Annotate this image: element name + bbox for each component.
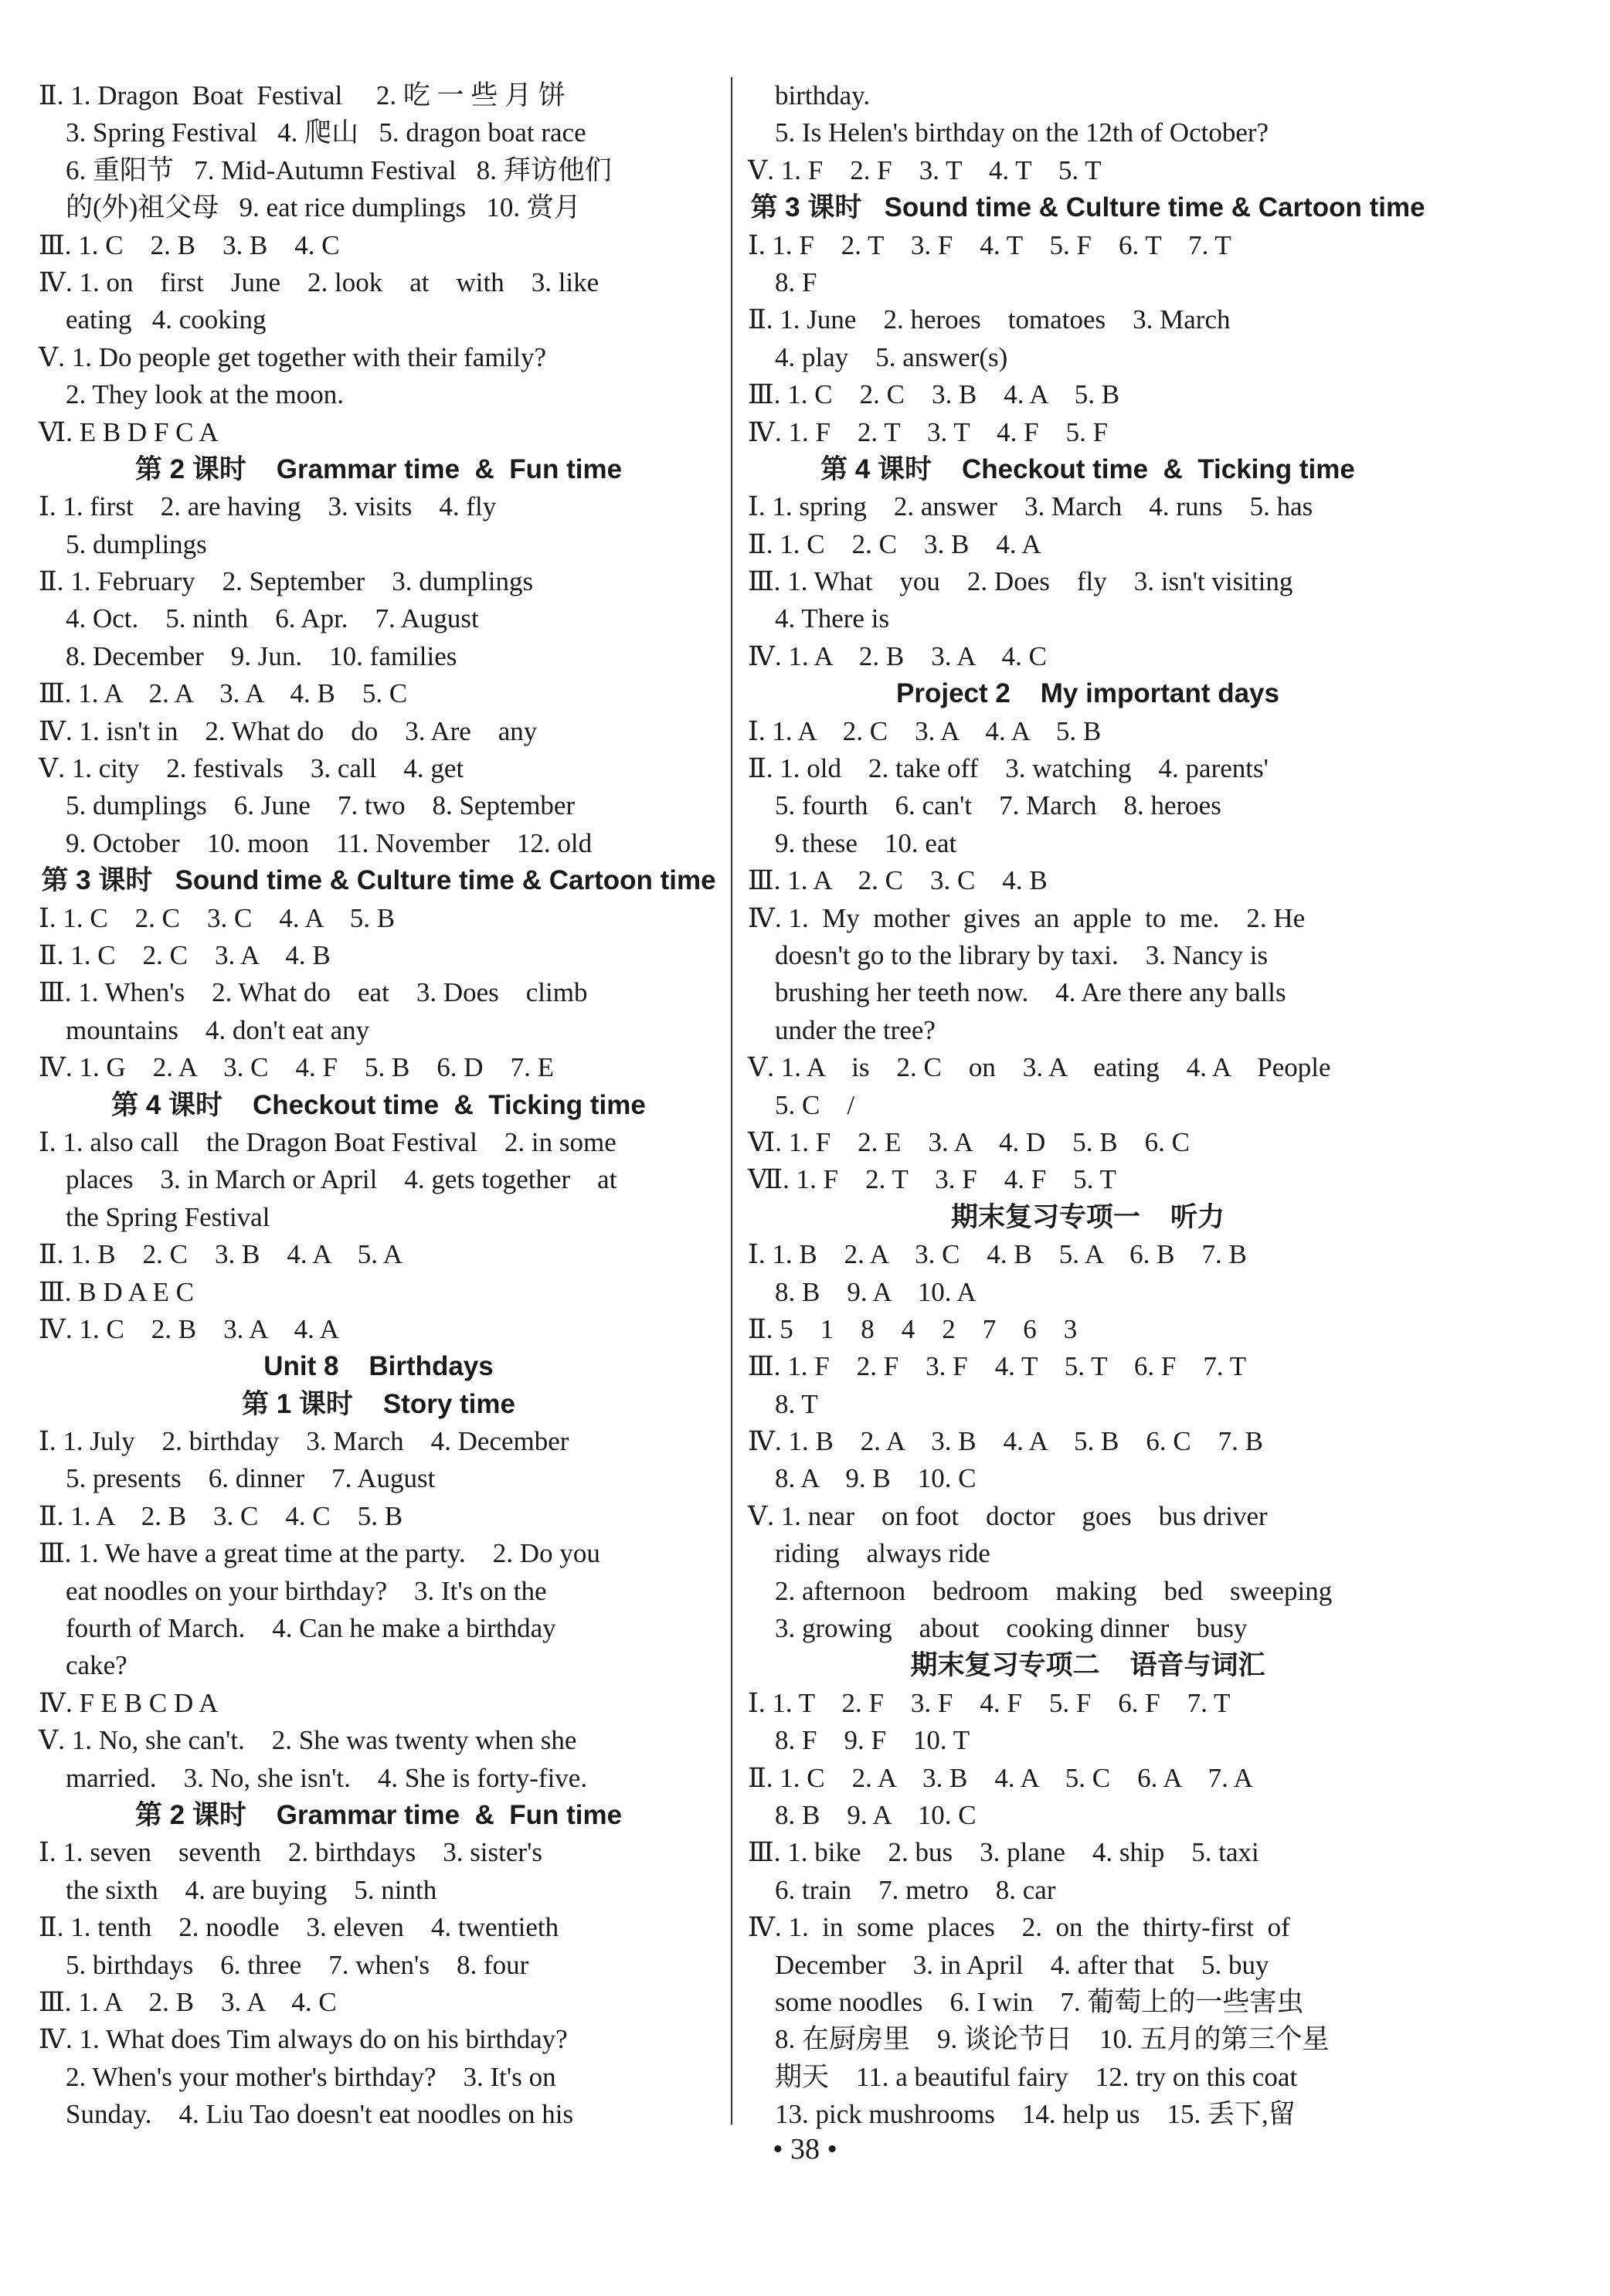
answer-line: Ⅳ. 1. What does Tim always do on his birthday?: [39, 2024, 568, 2055]
answer-line: Ⅳ. 1. My mother gives an apple to me. 2. He: [748, 902, 1306, 933]
answer-line: Ⅳ. 1. F 2. T 3. T 4. F 5. F: [748, 416, 1109, 447]
answer-line: 9. these 10. eat: [748, 827, 957, 858]
answer-line: Ⅰ. 1. July 2. birthday 3. March 4. December: [39, 1426, 569, 1457]
answer-line: eating 4. cooking: [39, 304, 267, 335]
answer-line: 2. afternoon bedroom making bed sweeping: [748, 1575, 1333, 1606]
answer-line: 4. play 5. answer(s): [748, 341, 1008, 372]
answer-line: 8. B 9. A 10. A: [748, 1276, 977, 1307]
right-answer-column: [748, 77, 1428, 2133]
answer-line: Ⅴ. 1. near on foot doctor goes bus driver: [748, 1500, 1268, 1531]
answer-line: 8. F: [748, 267, 817, 297]
answer-line: 13. pick mushrooms 14. help us 15. 丢下,留: [748, 2099, 1296, 2130]
answer-line: 5. birthdays 6. three 7. when's 8. four: [39, 1949, 529, 1980]
answer-line: places 3. in March or April 4. gets together at: [39, 1164, 617, 1195]
answer-line: Ⅱ. 1. C 2. C 3. B 4. A: [748, 528, 1041, 559]
answer-line: 3. Spring Festival 4. 爬山 5. dragon boat race: [39, 117, 586, 148]
answer-line: Ⅱ. 1. A 2. B 3. C 4. C 5. B: [39, 1500, 403, 1531]
section-heading: 第 2 课时 Grammar time & Fun time: [134, 1799, 623, 1830]
answer-line: brushing her teeth now. 4. Are there any balls: [748, 977, 1286, 1008]
section-heading: Project 2 My important days: [896, 678, 1279, 709]
answer-line: 2. When's your mother's birthday? 3. It's on: [39, 2061, 556, 2092]
answer-line: Ⅲ. 1. We have a great time at the party. 2. Do you: [39, 1538, 600, 1569]
section-heading: 第 1 课时 Story time: [242, 1388, 515, 1419]
answer-line: Ⅵ. 1. F 2. E 3. A 4. D 5. B 6. C: [748, 1126, 1190, 1157]
answer-line: Ⅲ. 1. bike 2. bus 3. plane 4. ship 5. taxi: [748, 1837, 1259, 1868]
answer-line: Ⅲ. 1. C 2. C 3. B 4. A 5. B: [748, 379, 1120, 410]
answer-line: 期天 11. a beautiful fairy 12. try on this coat: [748, 2061, 1298, 2092]
answer-line: 的(外)祖父母 9. eat rice dumplings 10. 赏月: [39, 192, 581, 223]
answer-line: 3. growing about cooking dinner busy: [748, 1613, 1248, 1644]
answer-line: Ⅰ. 1. C 2. C 3. C 4. A 5. B: [39, 902, 396, 933]
answer-line: 9. October 10. moon 11. November 12. old: [39, 827, 593, 858]
answer-line: Ⅲ. 1. What you 2. Does fly 3. isn't visiting: [748, 566, 1293, 597]
answer-line: under the tree?: [748, 1014, 936, 1045]
answer-line: 5. presents 6. dinner 7. August: [39, 1463, 436, 1494]
answer-line: 8. A 9. B 10. C: [748, 1463, 977, 1494]
answer-line: Ⅱ. 1. B 2. C 3. B 4. A 5. A: [39, 1239, 403, 1270]
answer-line: mountains 4. don't eat any: [39, 1014, 370, 1045]
answer-line: 6. train 7. metro 8. car: [748, 1874, 1056, 1905]
answer-line: 5. fourth 6. can't 7. March 8. heroes: [748, 790, 1221, 821]
answer-line: Ⅳ. 1. B 2. A 3. B 4. A 5. B 6. C 7. B: [748, 1426, 1264, 1457]
answer-line: Ⅳ. 1. A 2. B 3. A 4. C: [748, 640, 1047, 671]
answer-line: Ⅱ. 1. February 2. September 3. dumplings: [39, 566, 534, 597]
answer-line: Ⅰ. 1. seven seventh 2. birthdays 3. sister's: [39, 1837, 542, 1868]
answer-line: the sixth 4. are buying 5. ninth: [39, 1874, 437, 1905]
section-heading: 期末复习专项一 听力: [951, 1201, 1224, 1232]
answer-line: birthday.: [748, 80, 871, 110]
answer-line: Ⅱ. 1. June 2. heroes tomatoes 3. March: [748, 304, 1231, 335]
section-heading: 期末复习专项二 语音与词汇: [910, 1650, 1265, 1681]
answer-line: Ⅱ. 1. C 2. A 3. B 4. A 5. C 6. A 7. A: [748, 1762, 1253, 1793]
answer-line: 5. Is Helen's birthday on the 12th of October?: [748, 117, 1269, 148]
answer-line: doesn't go to the library by taxi. 3. Nancy is: [748, 939, 1269, 970]
answer-line: 8. T: [748, 1388, 818, 1419]
answer-line: 6. 重阳节 7. Mid-Autumn Festival 8. 拜访他们: [39, 155, 612, 185]
answer-line: Ⅲ. 1. A 2. A 3. A 4. B 5. C: [39, 678, 408, 709]
answer-line: riding always ride: [748, 1538, 990, 1569]
answer-line: 5. dumplings 6. June 7. two 8. September: [39, 790, 576, 821]
answer-line: Ⅱ. 1. C 2. C 3. A 4. B: [39, 939, 331, 970]
section-heading: 第 2 课时 Grammar time & Fun time: [134, 453, 623, 484]
answer-line: cake?: [39, 1650, 127, 1681]
answer-line: 8. December 9. Jun. 10. families: [39, 640, 457, 671]
answer-line: Ⅴ. 1. Do people get together with their family?: [39, 341, 547, 372]
answer-line: Sunday. 4. Liu Tao doesn't eat noodles on his: [39, 2099, 574, 2130]
answer-line: Ⅴ. 1. city 2. festivals 3. call 4. get: [39, 753, 464, 784]
answer-line: Ⅳ. 1. on first June 2. look at with 3. like: [39, 267, 600, 297]
answer-line: Ⅰ. 1. first 2. are having 3. visits 4. fly: [39, 491, 497, 522]
answer-line: Ⅳ. 1. isn't in 2. What do do 3. Are any: [39, 715, 538, 746]
answer-line: Ⅴ. 1. No, she can't. 2. She was twenty when she: [39, 1725, 577, 1756]
answer-line: the Spring Festival: [39, 1201, 270, 1232]
answer-line: 4. Oct. 5. ninth 6. Apr. 7. August: [39, 603, 479, 634]
answer-line: Ⅲ. B D A E C: [39, 1276, 195, 1307]
answer-line: Ⅰ. 1. B 2. A 3. C 4. B 5. A 6. B 7. B: [748, 1239, 1247, 1270]
answer-line: Ⅰ. 1. also call the Dragon Boat Festival 2. in some: [39, 1126, 616, 1157]
section-heading: 第 4 课时 Checkout time & Ticking time: [111, 1089, 646, 1120]
left-answer-column: [39, 77, 718, 2133]
answer-line: Ⅵ. E B D F C A: [39, 416, 219, 447]
answer-line: Ⅲ. 1. When's 2. What do eat 3. Does climb: [39, 977, 588, 1008]
section-heading: Unit 8 Birthdays: [263, 1351, 494, 1382]
answer-line: Ⅰ. 1. spring 2. answer 3. March 4. runs 5. has: [748, 491, 1313, 522]
answer-line: 8. F 9. F 10. T: [748, 1725, 970, 1756]
answer-line: Ⅳ. 1. C 2. B 3. A 4. A: [39, 1313, 339, 1344]
answer-line: 8. B 9. A 10. C: [748, 1799, 977, 1830]
column-divider: [731, 77, 732, 2124]
answer-line: Ⅰ. 1. F 2. T 3. F 4. T 5. F 6. T 7. T: [748, 229, 1231, 260]
answer-line: December 3. in April 4. after that 5. buy: [748, 1949, 1269, 1980]
answer-line: Ⅰ. 1. A 2. C 3. A 4. A 5. B: [748, 715, 1102, 746]
section-heading: 第 4 课时 Checkout time & Ticking time: [820, 453, 1355, 484]
answer-line: married. 3. No, she isn't. 4. She is forty-five.: [39, 1762, 588, 1793]
answer-line: Ⅴ. 1. F 2. F 3. T 4. T 5. T: [748, 155, 1102, 185]
answer-line: Ⅳ. F E B C D A: [39, 1687, 219, 1718]
answer-line: Ⅱ. 5 1 8 4 2 7 6 3: [748, 1313, 1078, 1344]
answer-line: Ⅱ. 1. tenth 2. noodle 3. eleven 4. twentieth: [39, 1912, 559, 1943]
answer-line: 2. They look at the moon.: [39, 379, 344, 410]
answer-line: Ⅲ. 1. C 2. B 3. B 4. C: [39, 229, 340, 260]
answer-line: Ⅶ. 1. F 2. T 3. F 4. F 5. T: [748, 1164, 1116, 1195]
answer-line: Ⅳ. 1. in some places 2. on the thirty-first of: [748, 1912, 1290, 1943]
answer-line: Ⅲ. 1. A 2. C 3. C 4. B: [748, 865, 1048, 896]
answer-line: 8. 在厨房里 9. 谈论节日 10. 五月的第三个星: [748, 2024, 1330, 2055]
answer-line: Ⅲ. 1. A 2. B 3. A 4. C: [39, 1986, 337, 2017]
answer-line: Ⅲ. 1. F 2. F 3. F 4. T 5. T 6. F 7. T: [748, 1351, 1247, 1382]
answer-line: Ⅱ. 1. Dragon Boat Festival 2. 吃 一 些 月 饼: [39, 80, 566, 110]
answer-line: eat noodles on your birthday? 3. It's on the: [39, 1575, 547, 1606]
answer-line: some noodles 6. I win 7. 葡萄上的一些害虫: [748, 1986, 1304, 2017]
page-number: • 38 •: [773, 2133, 837, 2165]
answer-line: Ⅰ. 1. T 2. F 3. F 4. F 5. F 6. F 7. T: [748, 1687, 1231, 1718]
answer-line: Ⅴ. 1. A is 2. C on 3. A eating 4. A People: [748, 1052, 1331, 1083]
section-heading: 第 3 课时 Sound time & Culture time & Cartoon time: [750, 192, 1425, 223]
answer-line: Ⅳ. 1. G 2. A 3. C 4. F 5. B 6. D 7. E: [39, 1052, 554, 1083]
answer-line: 5. dumplings: [39, 528, 207, 559]
answer-line: fourth of March. 4. Can he make a birthday: [39, 1613, 556, 1644]
section-heading: 第 3 课时 Sound time & Culture time & Cartoon time: [41, 865, 716, 896]
answer-line: 4. There is: [748, 603, 890, 634]
answer-line: Ⅱ. 1. old 2. take off 3. watching 4. parents': [748, 753, 1269, 784]
answer-line: 5. C /: [748, 1089, 855, 1120]
